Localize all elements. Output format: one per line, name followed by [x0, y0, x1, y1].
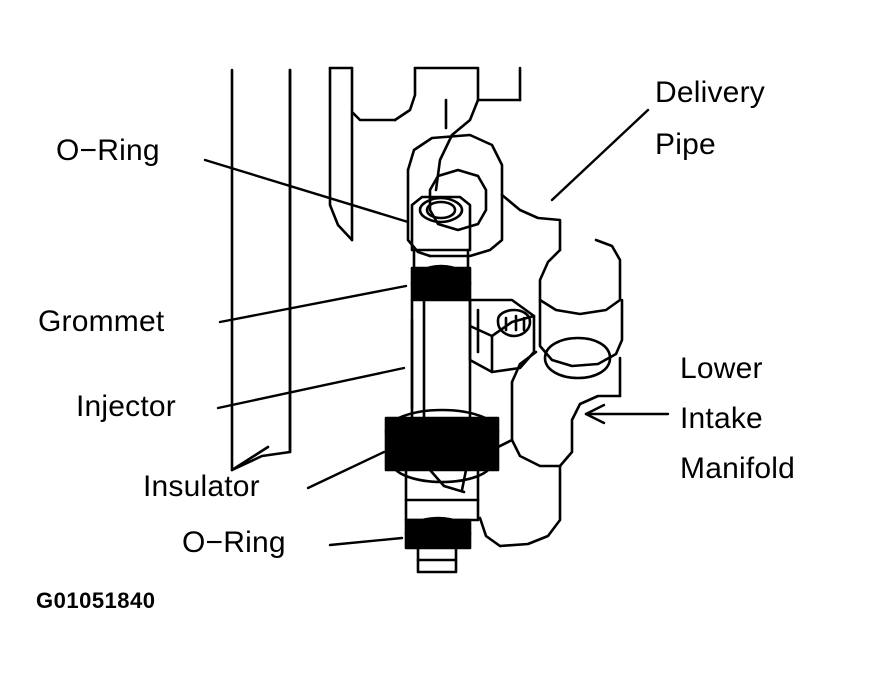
label-lower-intake-line1: Lower — [680, 352, 763, 385]
leader-lines — [205, 110, 668, 545]
label-lower-intake-line3: Manifold — [680, 452, 795, 485]
label-o-ring-bottom: O−Ring — [182, 526, 286, 559]
label-o-ring-top: O−Ring — [56, 134, 160, 167]
label-grommet: Grommet — [38, 305, 165, 338]
label-delivery-pipe-line2: Pipe — [655, 128, 716, 161]
label-delivery-pipe-line1: Delivery — [655, 76, 765, 109]
label-insulator: Insulator — [143, 470, 260, 503]
lower-intake-manifold-outline — [430, 100, 622, 546]
label-lower-intake-line2: Intake — [680, 402, 763, 435]
figure-id: G01051840 — [36, 588, 156, 613]
manifold-body-outline — [232, 68, 520, 470]
label-injector: Injector — [76, 390, 176, 423]
